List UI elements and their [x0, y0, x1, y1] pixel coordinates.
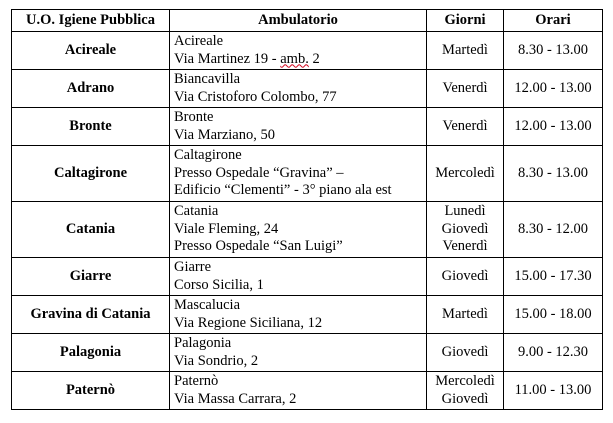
table-row [12, 146, 603, 202]
uo-cell: Acireale [12, 32, 170, 70]
ambulatorio-line: Edificio “Clementi” - 3° piano ala est [174, 182, 392, 199]
giorno: Giovedì [441, 343, 489, 360]
ambulatorio-cell [170, 258, 427, 296]
giorni-cell [427, 334, 504, 372]
giorno: Giovedì [441, 267, 489, 284]
header-uo: U.O. Igiene Pubblica [12, 10, 170, 32]
ambulatorio-line: Corso Sicilia, 1 [174, 276, 264, 293]
giorno: Martedì [442, 41, 488, 58]
address-part: Via Martinez 19 - [174, 50, 281, 67]
uo-cell: Bronte [12, 108, 170, 146]
table-row [12, 202, 603, 258]
giorno: Mercoledì [435, 164, 495, 181]
giorni-cell [427, 70, 504, 108]
orari-cell: 15.00 - 18.00 [504, 296, 603, 334]
orari-cell: 8.30 - 13.00 [504, 146, 603, 202]
uo-cell: Caltagirone [12, 146, 170, 202]
orari-cell: 12.00 - 13.00 [504, 108, 603, 146]
orari-cell: 9.00 - 12.30 [504, 334, 603, 372]
ambulatorio-line: Bronte [174, 109, 214, 125]
ambulatorio-line: Giarre [174, 259, 212, 275]
ambulatorio-line: Via Massa Carrara, 2 [174, 390, 297, 407]
table-row [12, 334, 603, 372]
giorni-cell [427, 202, 504, 258]
ambulatorio-cell [170, 296, 427, 334]
giorno: Mercoledì [435, 373, 495, 389]
table-row [12, 32, 603, 70]
ambulatorio-line: Via Marziano, 50 [174, 126, 275, 143]
ambulatorio-line: Via Cristoforo Colombo, 77 [174, 88, 337, 105]
table-row [12, 70, 603, 108]
giorno: Venerdì [442, 117, 488, 134]
giorno: Giovedì [441, 220, 489, 237]
ambulatorio-line: Viale Fleming, 24 [174, 220, 279, 237]
ambulatorio-line: Presso Ospedale “San Luigi” [174, 238, 343, 255]
address-part: 2 [308, 50, 320, 67]
orari-cell: 12.00 - 13.00 [504, 70, 603, 108]
ambulatori-table [11, 9, 603, 410]
uo-cell: Paternò [12, 372, 170, 410]
header-orari: Orari [504, 10, 603, 32]
ambulatorio-cell [170, 70, 427, 108]
uo-cell: Catania [12, 202, 170, 258]
uo-cell: Giarre [12, 258, 170, 296]
ambulatorio-cell [170, 334, 427, 372]
header-row [12, 10, 603, 32]
ambulatorio-cell [170, 202, 427, 258]
ambulatorio-cell [170, 146, 427, 202]
ambulatorio-line: Caltagirone [174, 147, 242, 164]
giorni-cell [427, 296, 504, 334]
ambulatorio-line: Catania [174, 203, 219, 220]
giorno: Giovedì [441, 390, 489, 407]
ambulatorio-line: Mascalucia [174, 297, 241, 313]
ambulatorio-line: Paternò [174, 373, 219, 389]
header-ambulatorio: Ambulatorio [170, 10, 427, 32]
ambulatorio-line: Via Regione Siciliana, 12 [174, 314, 323, 331]
ambulatorio-cell [170, 372, 427, 410]
giorni-cell [427, 32, 504, 70]
ambulatorio-line [174, 51, 422, 69]
table-row [12, 108, 603, 146]
table-row [12, 258, 603, 296]
orari-cell: 8.30 - 12.00 [504, 202, 603, 258]
giorni-cell [427, 108, 504, 146]
spellcheck-word: amb. [280, 50, 309, 67]
uo-cell: Adrano [12, 70, 170, 108]
giorno: Venerdì [442, 238, 488, 255]
giorni-cell [427, 146, 504, 202]
giorno: Venerdì [442, 79, 488, 96]
orari-cell: 8.30 - 13.00 [504, 32, 603, 70]
giorno: Lunedì [444, 203, 486, 220]
uo-cell: Palagonia [12, 334, 170, 372]
uo-cell: Gravina di Catania [12, 296, 170, 334]
ambulatorio-line: Biancavilla [174, 71, 241, 87]
header-giorni: Giorni [427, 10, 504, 32]
giorno: Martedì [442, 305, 488, 322]
orari-cell: 11.00 - 13.00 [504, 372, 603, 410]
table-row [12, 372, 603, 410]
ambulatorio-cell [170, 108, 427, 146]
ambulatorio-cell [170, 32, 427, 70]
giorni-cell [427, 258, 504, 296]
table-row [12, 296, 603, 334]
ambulatorio-line: Via Sondrio, 2 [174, 352, 259, 369]
ambulatorio-line: Acireale [174, 33, 224, 49]
giorni-cell [427, 372, 504, 410]
ambulatorio-line: Presso Ospedale “Gravina” – [174, 164, 344, 181]
ambulatorio-line: Palagonia [174, 335, 232, 351]
orari-cell: 15.00 - 17.30 [504, 258, 603, 296]
